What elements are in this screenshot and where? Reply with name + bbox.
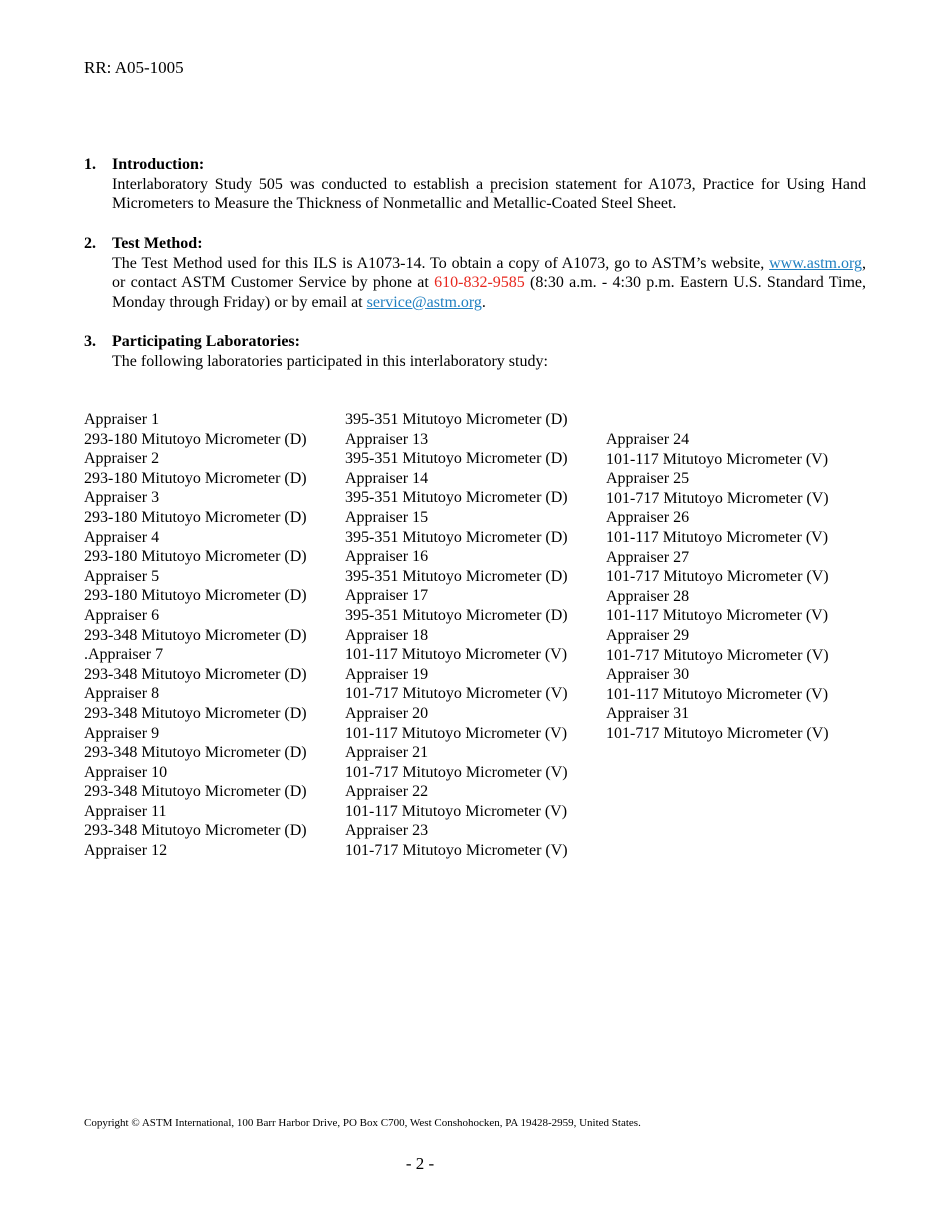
appraiser-entry	[84, 802, 307, 841]
appraiser-entry	[84, 410, 307, 449]
appraiser-name: Appraiser 30	[606, 666, 690, 684]
appraiser-entry	[345, 743, 568, 782]
appraiser-entry	[84, 645, 307, 684]
section-number: 3.	[84, 333, 96, 350]
appraiser-entry	[606, 704, 829, 743]
appraiser-entry	[606, 626, 829, 665]
appraiser-name: .Appraiser 7	[84, 646, 164, 664]
method-text-3: (8:30 a.m. - 4:30 p.m. Eastern U.S. Standard Time, Monday through Friday) or by email at	[112, 274, 866, 311]
micrometer-model: 395-351 Mitutoyo Micrometer (D)	[345, 528, 568, 546]
appraiser-name: Appraiser 6	[84, 606, 160, 624]
micrometer-model	[84, 861, 307, 881]
appraiser-name: Appraiser 28	[606, 587, 690, 605]
section-heading	[84, 332, 866, 352]
micrometer-model: 293-348 Mitutoyo Micrometer (D)	[84, 822, 307, 840]
micrometer-model: 395-351 Mitutoyo Micrometer (D)	[345, 450, 568, 468]
appraiser-name: Appraiser 9	[84, 724, 160, 742]
appraiser-name: Appraiser 1	[84, 411, 160, 428]
section-body	[112, 254, 866, 313]
appraiser-entry	[84, 606, 307, 645]
appraiser-name: Appraiser 26	[606, 509, 690, 527]
micrometer-model: 293-348 Mitutoyo Micrometer (D)	[84, 626, 307, 644]
appraiser-entry	[345, 626, 568, 665]
micrometer-model: 101-117 Mitutoyo Micrometer (V)	[345, 646, 568, 664]
appraiser-column-2	[345, 410, 568, 861]
section-title: Test Method:	[112, 235, 203, 252]
micrometer-model: 101-117 Mitutoyo Micrometer (V)	[345, 802, 568, 820]
appraiser-name: Appraiser 15	[345, 508, 429, 526]
micrometer-model: 395-351 Mitutoyo Micrometer (D)	[345, 606, 568, 624]
report-id: RR: A05-1005	[84, 58, 184, 77]
appraiser-name: Appraiser 25	[606, 470, 690, 488]
appraiser-entry	[84, 488, 307, 527]
appraiser-entry	[345, 821, 568, 860]
micrometer-model: 101-717 Mitutoyo Micrometer (V)	[345, 763, 568, 781]
appraiser-entry	[345, 782, 568, 821]
appraiser-name: Appraiser 19	[345, 665, 429, 683]
section-body: Interlaboratory Study 505 was conducted to establish a precision statement for A1073, Practice for Using Hand Micrometers to Measure the Thickness of Nonmetallic and Metallic-Coated Steel Sheet.	[112, 175, 866, 213]
section-number: 2.	[84, 235, 96, 252]
micrometer-model: 293-180 Mitutoyo Micrometer (D)	[84, 508, 307, 526]
appraiser-entry	[345, 547, 568, 586]
appraiser-entry	[84, 567, 307, 606]
micrometer-model: 293-348 Mitutoyo Micrometer (D)	[84, 783, 307, 801]
appraiser-name: Appraiser 16	[345, 548, 429, 566]
appraiser-name: Appraiser 8	[84, 685, 160, 703]
micrometer-model: 101-717 Mitutoyo Micrometer (V)	[345, 842, 568, 860]
micrometer-model: 101-717 Mitutoyo Micrometer (V)	[606, 568, 829, 586]
appraiser-column-3	[606, 430, 829, 744]
appraiser-entry	[84, 724, 307, 763]
micrometer-model: 101-717 Mitutoyo Micrometer (V)	[606, 724, 829, 742]
appraiser-list	[345, 430, 568, 861]
micrometer-model: 293-348 Mitutoyo Micrometer (D)	[84, 744, 307, 762]
micrometer-model: 101-117 Mitutoyo Micrometer (V)	[606, 685, 829, 703]
micrometer-model: 101-117 Mitutoyo Micrometer (V)	[345, 724, 568, 742]
micrometer-model: 293-348 Mitutoyo Micrometer (D)	[84, 704, 307, 722]
micrometer-model: 101-717 Mitutoyo Micrometer (V)	[606, 646, 829, 664]
appraiser-entry	[345, 469, 568, 508]
section-body: The following laboratories participated in this interlaboratory study:	[112, 352, 548, 370]
appraiser-name: Appraiser 5	[84, 567, 160, 585]
appraiser-name: Appraiser 2	[84, 450, 160, 468]
micrometer-model: 101-717 Mitutoyo Micrometer (V)	[606, 489, 829, 507]
appraiser-entry	[345, 704, 568, 743]
micrometer-model: 101-117 Mitutoyo Micrometer (V)	[606, 450, 829, 468]
section-participating-laboratories	[84, 332, 866, 371]
appraiser-entry	[606, 508, 829, 547]
appraiser-name: Appraiser 21	[345, 744, 429, 762]
appraiser-entry	[84, 684, 307, 723]
page-number: - 2 -	[405, 1154, 435, 1173]
appraiser-name: Appraiser 29	[606, 626, 690, 644]
continued-instrument: 395-351 Mitutoyo Micrometer (D)	[345, 411, 568, 428]
appraiser-column-1	[84, 410, 307, 880]
appraiser-name: Appraiser 14	[345, 469, 429, 487]
appraiser-name: Appraiser 11	[84, 802, 167, 820]
appraiser-name: Appraiser 31	[606, 705, 690, 723]
email-link[interactable]: service@astm.org	[366, 293, 482, 311]
appraiser-name: Appraiser 20	[345, 704, 429, 722]
section-heading	[84, 234, 866, 254]
appraiser-name: Appraiser 18	[345, 626, 429, 644]
section-introduction	[84, 155, 866, 214]
micrometer-model: 101-717 Mitutoyo Micrometer (V)	[345, 685, 568, 703]
micrometer-model: 101-117 Mitutoyo Micrometer (V)	[606, 607, 829, 625]
appraiser-entry	[606, 469, 829, 508]
appraiser-entry	[345, 665, 568, 704]
website-link[interactable]: www.astm.org	[769, 254, 862, 272]
appraiser-name: Appraiser 13	[345, 430, 429, 448]
micrometer-model: 101-117 Mitutoyo Micrometer (V)	[606, 528, 829, 546]
appraiser-entry	[606, 430, 829, 469]
method-text-4: .	[481, 293, 486, 311]
micrometer-model: 293-180 Mitutoyo Micrometer (D)	[84, 548, 307, 566]
appraiser-entry	[84, 841, 307, 880]
appraiser-entry	[84, 528, 307, 567]
appraiser-entry	[345, 586, 568, 625]
appraiser-entry	[606, 665, 829, 704]
appraiser-name: Appraiser 24	[606, 431, 690, 448]
appraiser-entry	[84, 449, 307, 488]
section-title: Introduction:	[112, 156, 205, 173]
appraiser-name: Appraiser 12	[84, 842, 168, 860]
appraiser-name: Appraiser 23	[345, 822, 429, 840]
appraiser-entry	[84, 763, 307, 802]
appraiser-entry	[345, 430, 568, 469]
method-text-2: , or contact ASTM Customer Service by phone at	[112, 254, 866, 292]
phone-number: 610-832-9585	[434, 274, 525, 292]
appraiser-name: Appraiser 3	[84, 489, 160, 507]
appraiser-entry	[345, 508, 568, 547]
appraiser-name: Appraiser 27	[606, 548, 690, 566]
appraiser-name: Appraiser 10	[84, 763, 168, 781]
section-test-method	[84, 234, 866, 312]
micrometer-model: 293-180 Mitutoyo Micrometer (D)	[84, 430, 307, 448]
micrometer-model: 293-180 Mitutoyo Micrometer (D)	[84, 587, 307, 605]
appraiser-name: Appraiser 17	[345, 587, 429, 605]
section-title: Participating Laboratories:	[112, 333, 300, 350]
copyright-notice: Copyright © ASTM International, 100 Barr Harbor Drive, PO Box C700, West Conshohocken, PA 19428-2959, United States.	[84, 1117, 641, 1129]
appraiser-entry	[606, 587, 829, 626]
method-text-1: The Test Method used for this ILS is A1073-14. To obtain a copy of A1073, go to ASTM’s website,	[112, 254, 770, 272]
appraiser-entry	[606, 548, 829, 587]
micrometer-model: 293-180 Mitutoyo Micrometer (D)	[84, 469, 307, 487]
appraiser-name: Appraiser 4	[84, 528, 160, 546]
appraiser-name: Appraiser 22	[345, 783, 429, 801]
micrometer-model: 395-351 Mitutoyo Micrometer (D)	[345, 567, 568, 585]
section-heading	[84, 155, 866, 175]
micrometer-model: 293-348 Mitutoyo Micrometer (D)	[84, 665, 307, 683]
micrometer-model: 395-351 Mitutoyo Micrometer (D)	[345, 489, 568, 507]
section-number: 1.	[84, 156, 96, 173]
